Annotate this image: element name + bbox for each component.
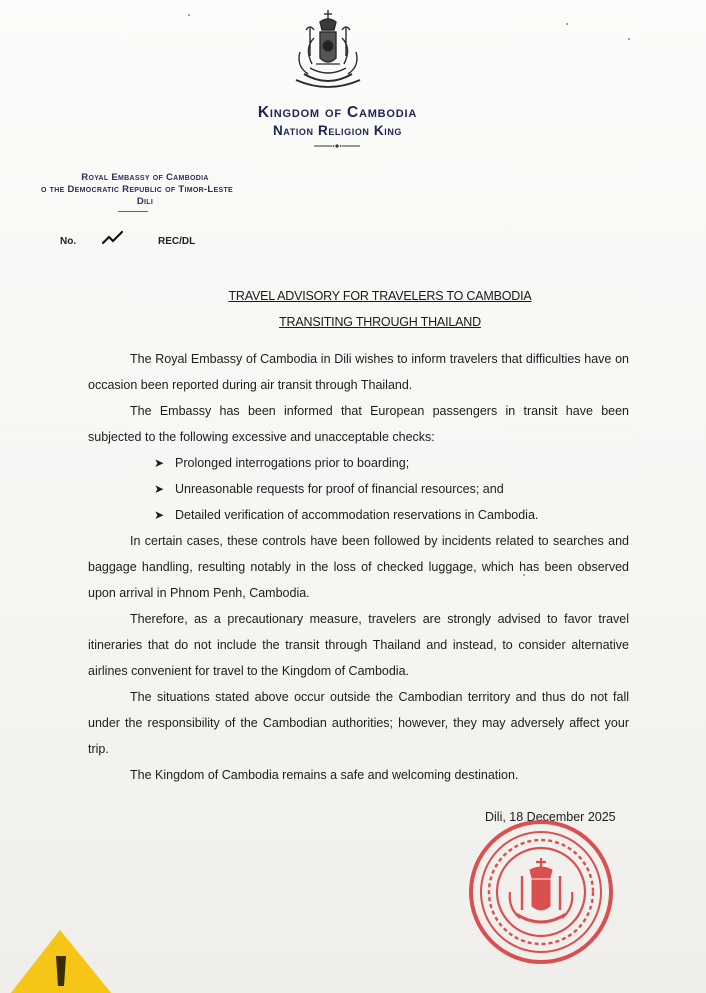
advisory-title-line1: TRAVEL ADVISORY FOR TRAVELERS TO CAMBODIA [228,289,532,303]
embassy-name-line2: o the Democratic Republic of Timor-Leste [40,184,233,195]
reference-prefix: No. [60,236,77,247]
embassy-city: Dili [136,196,154,207]
royal-coat-of-arms-icon [290,8,366,94]
country-heading: Kingdom of Cambodia [257,104,418,121]
national-motto: Nation Religion King [272,123,403,138]
reference-code: REC/DL [158,236,196,247]
advisory-title-line2: TRANSITING THROUGH THAILAND [279,315,481,329]
embassy-name-line1: Royal Embassy of Cambodia [81,172,209,183]
list-item [88,502,629,528]
paragraph-responsibility: The situations stated above occur outside the Cambodian territory and thus do not fall under the responsibility of the Cambodian authorities; however, they may adversely affect your trip. [88,690,629,756]
paragraph-intro: The Royal Embassy of Cambodia in Dili wishes to inform travelers that difficulties have on occasion been reported during air transit through Thailand. [88,352,629,392]
signature-date: Dili, 18 December 2025 [485,810,616,824]
arrow-bullet-icon: ➤ [154,508,165,522]
divider-flourish [312,143,362,149]
list-item [88,476,629,502]
paragraph-closing: The Kingdom of Cambodia remains a safe and welcoming destination. [130,768,519,782]
list-item-text: Detailed verification of accommodation reservations in Cambodia. [175,508,539,522]
handwritten-reference-mark [100,230,126,246]
advisory-body [88,346,629,788]
paragraph-checks: The Embassy has been informed that European passengers in transit have been subjected to the following excessive and unacceptable checks: [88,404,629,444]
paragraph-incidents: In certain cases, these controls have been followed by incidents related to searches and baggage handling, resulting notably in the loss of checked luggage, which has been observed upon arrival in Phnom Penh, Cambodia. [88,534,629,600]
list-item [88,450,629,476]
arrow-bullet-icon: ➤ [154,456,165,470]
list-item-text: Prolonged interrogations prior to boarding; [175,456,410,470]
warning-triangle-icon [0,930,112,993]
list-item-text: Unreasonable requests for proof of financial resources; and [175,482,504,496]
arrow-bullet-icon: ➤ [154,482,165,496]
paragraph-recommendation: Therefore, as a precautionary measure, travelers are strongly advised to favor travel itineraries that do not include the transit through Thailand and instead, to consider alternative airlines convenient for travel to the Kingdom of Cambodia. [88,612,629,678]
embassy-stamp-icon [464,818,618,966]
embassy-underline [118,211,148,212]
checks-list [88,450,629,528]
